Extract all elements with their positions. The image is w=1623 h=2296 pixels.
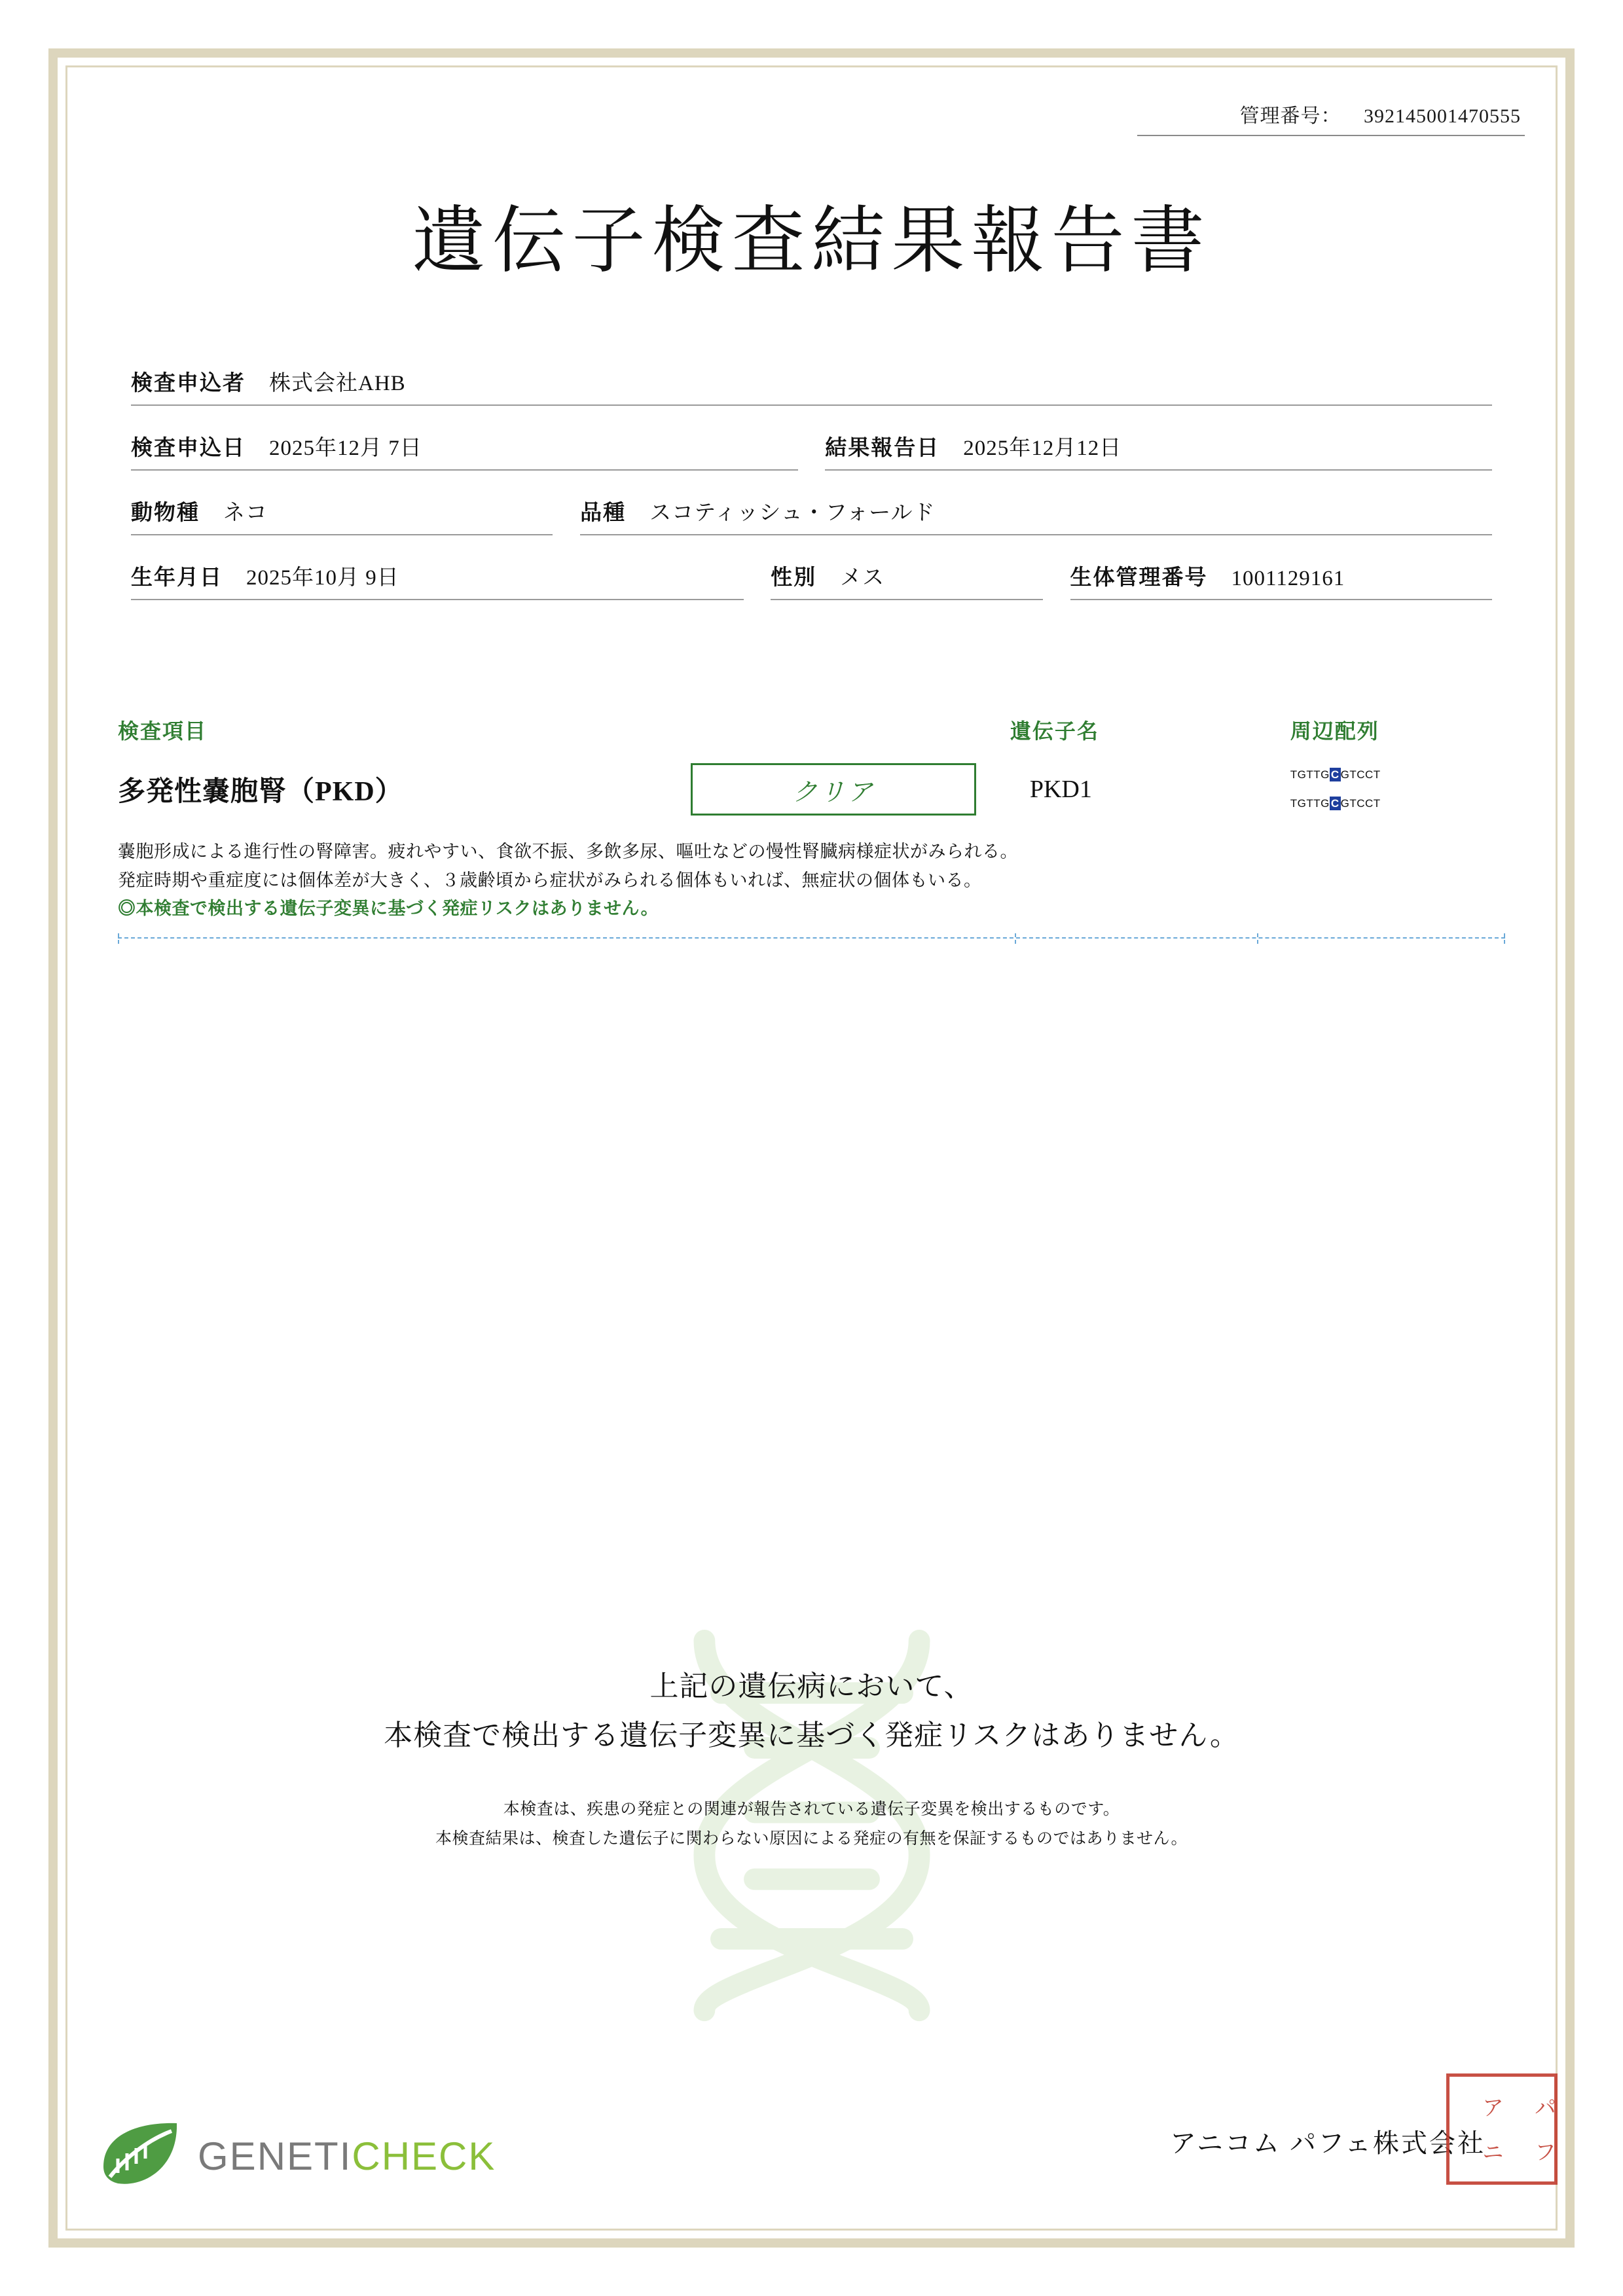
apply-date-value: 2025年12月 7日 (269, 437, 422, 460)
logo-text-primary: GENETI (198, 2134, 352, 2178)
divider-tick-left (118, 933, 119, 944)
leaf-dna-icon (98, 2121, 183, 2191)
seal-char-0: ア (1478, 2096, 1503, 2118)
description-line-1: 嚢胞形成による進行性の腎障害。疲れやすい、食欲不振、多飲多尿、嘔吐などの慢性腎臓病様症状がみられる。 (118, 842, 1018, 862)
description-risk-note: ◎本検査で検出する遺伝子変異に基づく発症リスクはありません。 (118, 898, 659, 918)
summary-section (0, 1662, 1623, 1854)
management-number-row (98, 99, 1525, 136)
col-header-gene-name: 遺伝子名 (1010, 719, 1099, 743)
status-badge: クリア (691, 763, 976, 816)
description-line-2: 発症時期や重症度には個体差が大きく、３歳齢頃から症状がみられる個体もいれば、無症状の個体もいる。 (118, 870, 982, 890)
seq1-suffix: GTCCT (1340, 768, 1381, 781)
seq2-prefix: TGTTG (1290, 797, 1330, 810)
seq2-highlight: C (1330, 797, 1340, 810)
breed-value: スコティッシュ・フォールド (649, 501, 936, 525)
management-number-value: 392145001470555 (1364, 105, 1521, 127)
gene-name-value: PKD1 (1029, 776, 1092, 804)
summary-main-text (0, 1662, 1623, 1761)
page-footer (98, 2047, 1555, 2198)
seal-char-1: パ (1531, 2096, 1555, 2118)
birth-value: 2025年10月 9日 (246, 566, 399, 590)
section-divider (118, 937, 1505, 939)
sequence-block (1290, 761, 1505, 818)
species-value: ネコ (223, 501, 268, 525)
animal-id-label: 生体管理番号 (1070, 566, 1208, 590)
seq1-highlight: C (1330, 768, 1340, 781)
summary-line-1: 上記の遺伝病において、 (649, 1670, 974, 1702)
test-result-cell (691, 763, 1010, 816)
geneticheck-logo (98, 2121, 496, 2191)
seal-char-2: ニ (1478, 2140, 1503, 2162)
test-item-name: 多発性嚢胞腎（PKD） (118, 777, 403, 808)
applicant-label: 検査申込者 (131, 372, 246, 395)
page-title: 遺伝子検査結果報告書 (412, 201, 1211, 282)
seal-char-3: フ (1531, 2140, 1555, 2162)
test-table-header (118, 715, 1505, 745)
applicant-value: 株式会社AHB (269, 372, 406, 395)
col-header-sequence: 周辺配列 (1290, 719, 1379, 743)
sequence-line-1 (1290, 761, 1505, 789)
col-header-test-item: 検査項目 (118, 719, 208, 743)
company-seal-stamp (1446, 2073, 1558, 2185)
document-content (98, 85, 1525, 939)
seq2-suffix: GTCCT (1340, 797, 1381, 810)
sequence-line-2 (1290, 789, 1505, 818)
field-species (131, 495, 553, 535)
management-number-box (1137, 99, 1525, 136)
apply-date-label: 検査申込日 (131, 437, 246, 460)
divider-tick-right (1257, 933, 1258, 944)
test-result-section (98, 715, 1525, 939)
sex-label: 性別 (771, 566, 817, 590)
table-row (118, 761, 1505, 818)
summary-line-2: 本検査で検出する遺伝子変異に基づく発症リスクはありません。 (384, 1719, 1239, 1751)
info-row-applicant (131, 366, 1492, 406)
report-date-value: 2025年12月12日 (963, 437, 1122, 460)
sex-value: メス (840, 566, 885, 590)
animal-id-value: 1001129161 (1231, 567, 1345, 590)
divider-tick-end (1504, 933, 1505, 944)
field-apply-date (131, 431, 798, 471)
divider-tick-mid (1015, 933, 1016, 944)
field-animal-id (1070, 560, 1492, 600)
field-report-date (825, 431, 1492, 471)
field-sex (771, 560, 1043, 600)
field-breed (580, 495, 1492, 535)
animal-info-table (98, 366, 1525, 600)
report-date-label: 結果報告日 (825, 437, 940, 460)
species-label: 動物種 (131, 501, 200, 525)
summary-disclaimer (0, 1795, 1623, 1854)
logo-text-secondary: CHECK (352, 2134, 496, 2178)
logo-wordmark (198, 2134, 496, 2179)
birth-label: 生年月日 (131, 566, 223, 590)
breed-label: 品種 (580, 501, 627, 525)
management-number-label: 管理番号： (1239, 105, 1341, 127)
field-birth (131, 560, 744, 600)
info-row-birth (131, 560, 1492, 600)
company-name: アニコム パフェ株式会社 (1170, 2128, 1486, 2158)
disclaimer-line-2: 本検査結果は、検査した遺伝子に関わらない原因による発症の有無を保証するものではありません。 (435, 1829, 1188, 1848)
disclaimer-line-1: 本検査は、疾患の発症との関連が報告されている遺伝子変異を検出するものです。 (503, 1799, 1120, 1818)
test-description (118, 838, 1505, 923)
field-applicant (131, 366, 1492, 406)
info-row-species (131, 495, 1492, 535)
info-row-dates (131, 431, 1492, 471)
seq1-prefix: TGTTG (1290, 768, 1330, 781)
